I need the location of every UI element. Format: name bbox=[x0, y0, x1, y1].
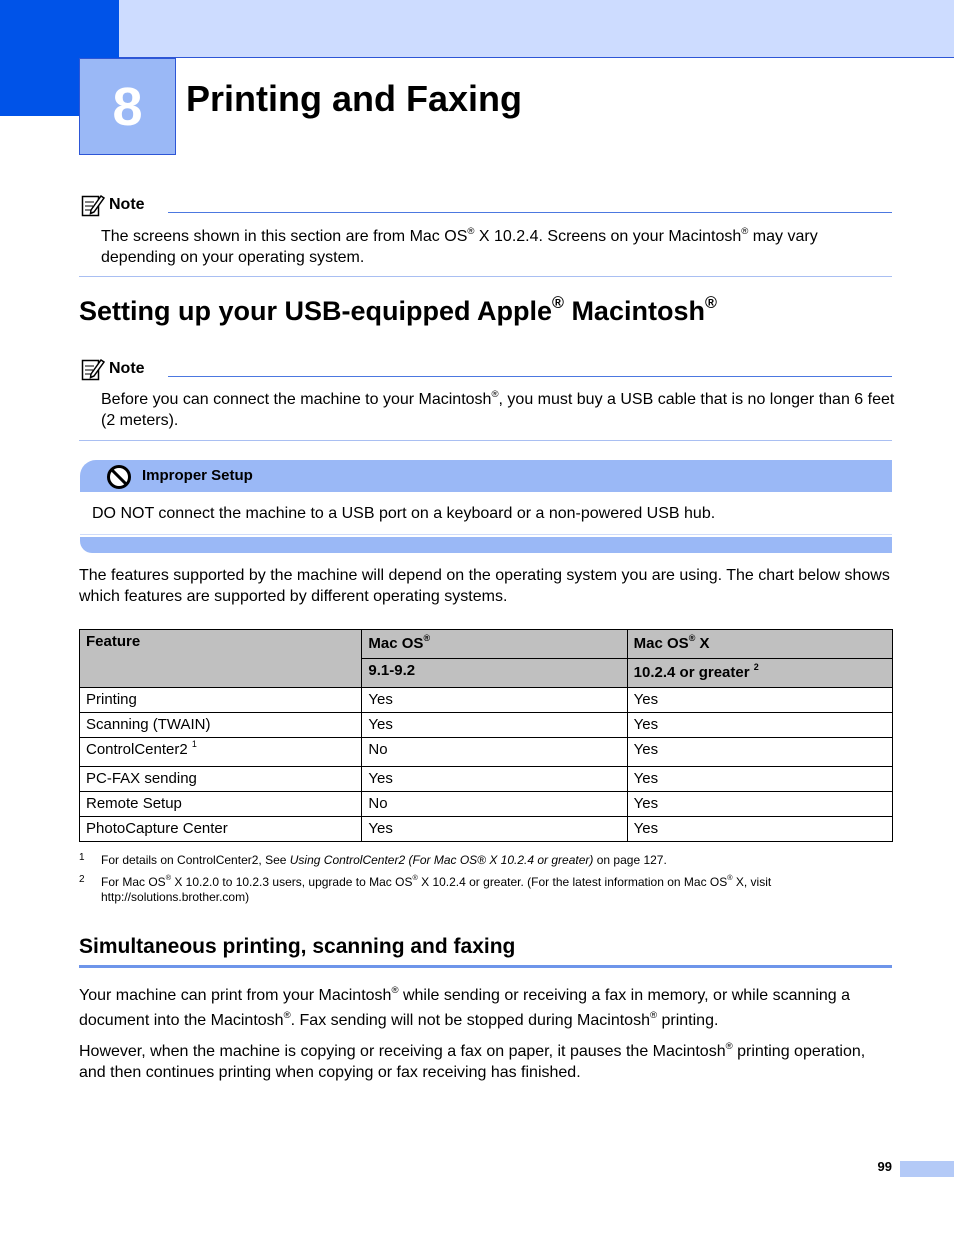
table-row bbox=[80, 817, 893, 842]
table-header-os9: Mac OS® bbox=[362, 630, 627, 659]
page-number: 99 bbox=[877, 1159, 892, 1174]
chapter-title: Printing and Faxing bbox=[186, 78, 523, 119]
table-cell-feature: ControlCenter2 $^1$ bbox=[80, 738, 362, 767]
table-header-osx-version: 10.2.4 or greater $^2$ bbox=[627, 659, 892, 688]
table-cell-os9: No bbox=[362, 738, 627, 767]
note-pencil-icon bbox=[81, 357, 105, 381]
subsection-paragraph-1: Your machine can print from your Macintosh® while sending or receiving a fax in memory, or while scanning a document into the Macintosh®. Fax sending will not be stopped during Macintosh® printing. bbox=[79, 984, 851, 1029]
table-cell-osx: Yes bbox=[627, 767, 892, 792]
table-row bbox=[80, 767, 893, 792]
note-2-text: Before you can connect the machine to your Macintosh®, you must buy a USB cable that is no longer than 6 feet (2 meters). bbox=[101, 388, 895, 429]
footnote-1: For details on ControlCenter2, See Using ControlCenter2 (For Mac OS® X 10.2.4 or greater) on page 127. bbox=[101, 853, 667, 867]
table-cell-osx: Yes bbox=[627, 817, 892, 842]
table-cell-osx: Yes bbox=[627, 688, 892, 713]
table-cell-os9: Yes bbox=[362, 713, 627, 738]
note-top-rule bbox=[168, 376, 892, 377]
chapter-number: 8 bbox=[112, 76, 143, 137]
chapter-number-box bbox=[79, 58, 176, 155]
intro-paragraph: The features supported by the machine will depend on the operating system you are using. The chart below shows which features are supported by different operating systems. bbox=[79, 567, 890, 605]
subsection-title: Simultaneous printing, scanning and faxing bbox=[79, 935, 516, 958]
table-header-osx: Mac OS® X bbox=[627, 630, 892, 659]
warning-title: Improper Setup bbox=[142, 467, 253, 484]
table-row bbox=[80, 792, 893, 817]
page-tab bbox=[900, 1161, 954, 1177]
warning-footer-bar bbox=[80, 537, 892, 553]
note-header bbox=[81, 193, 892, 217]
footnote-2-number: 2 bbox=[79, 874, 85, 885]
note-label: Note bbox=[109, 360, 145, 377]
section-title: Setting up your USB-equipped Apple® Macintosh® bbox=[79, 294, 717, 326]
footnote-2-url: http://solutions.brother.com) bbox=[101, 890, 250, 904]
note-header bbox=[81, 357, 892, 381]
table-header-feature: Feature bbox=[80, 630, 362, 688]
feature-support-table bbox=[79, 629, 893, 842]
table-cell-osx: Yes bbox=[627, 713, 892, 738]
table-cell-feature: Remote Setup bbox=[80, 792, 362, 817]
table-cell-feature: PC-FAX sending bbox=[80, 767, 362, 792]
warning-divider bbox=[80, 534, 892, 535]
note-top-rule bbox=[168, 212, 892, 213]
table-row bbox=[80, 713, 893, 738]
note-box-1 bbox=[81, 193, 892, 217]
note-1-bottom-rule bbox=[79, 276, 892, 277]
footnote-2: For Mac OS® X 10.2.0 to 10.2.3 users, upgrade to Mac OS® X 10.2.4 or greater. (For the latest information on Mac OS® X, visit http://solutions.brother.com) bbox=[101, 873, 772, 904]
note-label: Note bbox=[109, 196, 145, 213]
table-cell-feature: Printing bbox=[80, 688, 362, 713]
table-cell-feature: Scanning (TWAIN) bbox=[80, 713, 362, 738]
table-cell-feature: PhotoCapture Center bbox=[80, 817, 362, 842]
table-cell-osx: Yes bbox=[627, 738, 892, 767]
table-cell-osx: Yes bbox=[627, 792, 892, 817]
table-row bbox=[80, 738, 893, 767]
footnote-1-number: 1 bbox=[79, 852, 85, 863]
table-row bbox=[80, 688, 893, 713]
table-cell-os9: Yes bbox=[362, 817, 627, 842]
warning-text: DO NOT connect the machine to a USB port on a keyboard or a non-powered USB hub. bbox=[92, 505, 716, 522]
table-cell-os9: Yes bbox=[362, 688, 627, 713]
subsection-rule bbox=[79, 965, 892, 968]
note-2-bottom-rule bbox=[79, 440, 892, 441]
note-box-2 bbox=[81, 357, 892, 381]
note-1-text: The screens shown in this section are from Mac OS® X 10.2.4. Screens on your Macintosh® may vary depending on your operating system. bbox=[101, 225, 818, 266]
table-cell-os9: Yes bbox=[362, 767, 627, 792]
subsection-paragraph-2: However, when the machine is copying or receiving a fax on paper, it pauses the Macintosh® printing operation, and then continues printing when copying or fax receiving has finished. bbox=[79, 1040, 866, 1081]
table-header-os9-version: 9.1-9.2 bbox=[362, 659, 627, 688]
table-cell-os9: No bbox=[362, 792, 627, 817]
prohibited-icon bbox=[106, 464, 132, 490]
header-band bbox=[0, 0, 954, 58]
note-pencil-icon bbox=[81, 193, 105, 217]
